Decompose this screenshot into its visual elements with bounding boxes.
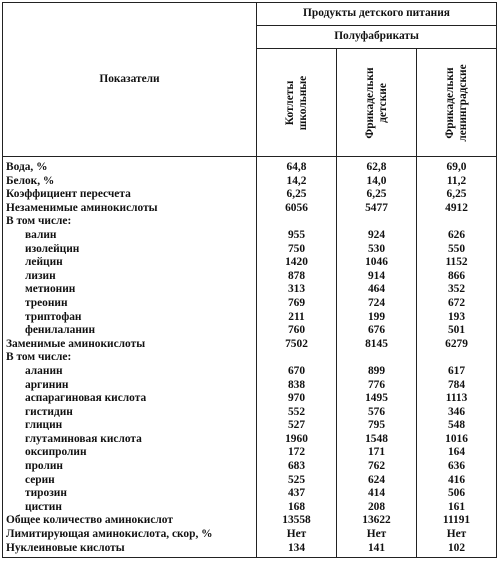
row-value-col2 <box>337 351 417 365</box>
row-value-col3: 193 <box>417 311 497 325</box>
row-value-col1 <box>257 351 337 365</box>
row-value-col2: 62,8 <box>337 157 417 175</box>
row-value-col1: 527 <box>257 419 337 433</box>
table-row <box>3 256 497 270</box>
table-row <box>3 175 497 189</box>
row-value-col1: 14,2 <box>257 175 337 189</box>
table-row <box>3 406 497 420</box>
row-value-col3: Нет <box>417 528 497 542</box>
row-value-col2: 199 <box>337 311 417 325</box>
row-label: Лимитирующая аминокислота, скор, % <box>3 528 257 542</box>
row-value-col3: 866 <box>417 270 497 284</box>
row-value-col2: 576 <box>337 406 417 420</box>
row-value-col1: 760 <box>257 324 337 338</box>
row-value-col1: 134 <box>257 542 337 558</box>
table-row <box>3 528 497 542</box>
row-value-col3: 636 <box>417 460 497 474</box>
row-value-col1: 750 <box>257 243 337 257</box>
row-label: Вода, % <box>3 157 257 175</box>
row-label: изолейцин <box>3 243 257 257</box>
table-row <box>3 229 497 243</box>
row-value-col2: 762 <box>337 460 417 474</box>
row-label: аспарагиновая кислота <box>3 392 257 406</box>
row-value-col3: 1152 <box>417 256 497 270</box>
table-row <box>3 474 497 488</box>
row-value-col3: 617 <box>417 365 497 379</box>
row-label: Заменимые аминокислоты <box>3 338 257 352</box>
row-value-col1: 437 <box>257 487 337 501</box>
row-value-col2: 464 <box>337 283 417 297</box>
column-header-3-line2: ленинградские <box>456 63 469 142</box>
row-value-col2: 1046 <box>337 256 417 270</box>
row-value-col3: 164 <box>417 446 497 460</box>
row-value-col2: 6,25 <box>337 188 417 202</box>
row-value-col2: 924 <box>337 229 417 243</box>
row-value-col1: 6,25 <box>257 188 337 202</box>
row-value-col3: 548 <box>417 419 497 433</box>
row-value-col3: 1016 <box>417 433 497 447</box>
row-value-col2: 8145 <box>337 338 417 352</box>
column-header-2 <box>337 49 417 157</box>
row-value-col2: 1548 <box>337 433 417 447</box>
table-row <box>3 215 497 229</box>
row-value-col2: 724 <box>337 297 417 311</box>
table-row <box>3 392 497 406</box>
row-value-col1: 13558 <box>257 514 337 528</box>
amino-acid-table <box>2 2 497 558</box>
row-value-col3 <box>417 215 497 229</box>
row-value-col1: 168 <box>257 501 337 515</box>
row-value-col3: 161 <box>417 501 497 515</box>
row-value-col3: 416 <box>417 474 497 488</box>
table-row <box>3 338 497 352</box>
row-value-col1: 525 <box>257 474 337 488</box>
table-row <box>3 365 497 379</box>
row-label: гистидин <box>3 406 257 420</box>
row-value-col2: 914 <box>337 270 417 284</box>
row-value-col1: 6056 <box>257 202 337 216</box>
row-label: лизин <box>3 270 257 284</box>
row-value-col1: 172 <box>257 446 337 460</box>
row-label: В том числе: <box>3 351 257 365</box>
row-value-col2: 208 <box>337 501 417 515</box>
row-value-col3: 672 <box>417 297 497 311</box>
row-value-col1: 211 <box>257 311 337 325</box>
row-label: Нуклеиновые кислоты <box>3 542 257 558</box>
row-value-col3: 352 <box>417 283 497 297</box>
table-body <box>3 157 497 558</box>
row-value-col1: 64,8 <box>257 157 337 175</box>
row-label: В том числе: <box>3 215 257 229</box>
row-value-col2: 13622 <box>337 514 417 528</box>
column-header-3 <box>417 49 497 157</box>
row-label: пролин <box>3 460 257 474</box>
table-row <box>3 324 497 338</box>
row-value-col1: 955 <box>257 229 337 243</box>
row-value-col3: 102 <box>417 542 497 558</box>
row-value-col3: 69,0 <box>417 157 497 175</box>
row-label: Общее количество аминокислот <box>3 514 257 528</box>
row-value-col1: 552 <box>257 406 337 420</box>
row-value-col2: 676 <box>337 324 417 338</box>
row-value-col3 <box>417 351 497 365</box>
row-value-col3: 11,2 <box>417 175 497 189</box>
row-label: глицин <box>3 419 257 433</box>
row-label: фенилаланин <box>3 324 257 338</box>
row-value-col3: 626 <box>417 229 497 243</box>
row-value-col2: 795 <box>337 419 417 433</box>
row-label: Белок, % <box>3 175 257 189</box>
row-label: тирозин <box>3 487 257 501</box>
row-value-col1: 683 <box>257 460 337 474</box>
row-label: треонин <box>3 297 257 311</box>
table-row <box>3 157 497 175</box>
row-value-col3: 11191 <box>417 514 497 528</box>
row-value-col2: 14,0 <box>337 175 417 189</box>
row-value-col1: 1420 <box>257 256 337 270</box>
row-value-col3: 6,25 <box>417 188 497 202</box>
row-label: валин <box>3 229 257 243</box>
table-row <box>3 243 497 257</box>
row-value-col1: 769 <box>257 297 337 311</box>
table-row <box>3 297 497 311</box>
row-value-col2: 776 <box>337 379 417 393</box>
row-value-col2: 141 <box>337 542 417 558</box>
row-value-col2: 899 <box>337 365 417 379</box>
row-value-col3: 784 <box>417 379 497 393</box>
table-row <box>3 188 497 202</box>
row-label: оксипролин <box>3 446 257 460</box>
group-header: Продукты детского питания <box>257 3 497 26</box>
row-label: Незаменимые аминокислоты <box>3 202 257 216</box>
row-value-col3: 506 <box>417 487 497 501</box>
row-value-col1 <box>257 215 337 229</box>
row-value-col1: 838 <box>257 379 337 393</box>
column-header-1-line1: Котлеты <box>283 80 296 125</box>
row-value-col2: 530 <box>337 243 417 257</box>
column-header-1 <box>257 49 337 157</box>
row-value-col3: 6279 <box>417 338 497 352</box>
row-value-col1: 878 <box>257 270 337 284</box>
row-value-col1: 313 <box>257 283 337 297</box>
row-value-col3: 550 <box>417 243 497 257</box>
table-row <box>3 487 497 501</box>
row-label: триптофан <box>3 311 257 325</box>
row-value-col1: Нет <box>257 528 337 542</box>
table-row <box>3 351 497 365</box>
row-value-col3: 4912 <box>417 202 497 216</box>
row-label: серин <box>3 474 257 488</box>
row-value-col2: 171 <box>337 446 417 460</box>
row-value-col2: Нет <box>337 528 417 542</box>
row-value-col1: 670 <box>257 365 337 379</box>
column-header-2-line1: Фрикадельки <box>363 66 376 139</box>
row-value-col3: 1113 <box>417 392 497 406</box>
row-value-col1: 7502 <box>257 338 337 352</box>
table-header <box>3 3 497 157</box>
table-row <box>3 501 497 515</box>
subgroup-header: Полуфабрикаты <box>257 26 497 49</box>
table-row <box>3 311 497 325</box>
table-row <box>3 514 497 528</box>
column-header-3-line1: Фрикадельки <box>443 66 456 139</box>
table-row <box>3 270 497 284</box>
table-row <box>3 460 497 474</box>
row-label: лейцин <box>3 256 257 270</box>
row-value-col2: 5477 <box>337 202 417 216</box>
row-label: метионин <box>3 283 257 297</box>
table-row <box>3 283 497 297</box>
row-label: Коэффициент пересчета <box>3 188 257 202</box>
row-value-col3: 501 <box>417 324 497 338</box>
table-row <box>3 542 497 558</box>
table-row <box>3 433 497 447</box>
row-value-col2: 624 <box>337 474 417 488</box>
table-row <box>3 446 497 460</box>
row-label: глутаминовая кислота <box>3 433 257 447</box>
row-label: аланин <box>3 365 257 379</box>
table-row <box>3 202 497 216</box>
indicators-header: Показатели <box>3 3 257 157</box>
row-value-col2: 1495 <box>337 392 417 406</box>
nutrition-table-container <box>2 2 496 562</box>
column-header-1-line2: школьные <box>296 75 309 130</box>
row-label: цистин <box>3 501 257 515</box>
table-row <box>3 379 497 393</box>
column-header-2-line2: детские <box>376 82 389 123</box>
table-row <box>3 419 497 433</box>
row-value-col1: 1960 <box>257 433 337 447</box>
row-value-col2 <box>337 215 417 229</box>
row-value-col1: 970 <box>257 392 337 406</box>
row-label: аргинин <box>3 379 257 393</box>
row-value-col2: 414 <box>337 487 417 501</box>
row-value-col3: 346 <box>417 406 497 420</box>
